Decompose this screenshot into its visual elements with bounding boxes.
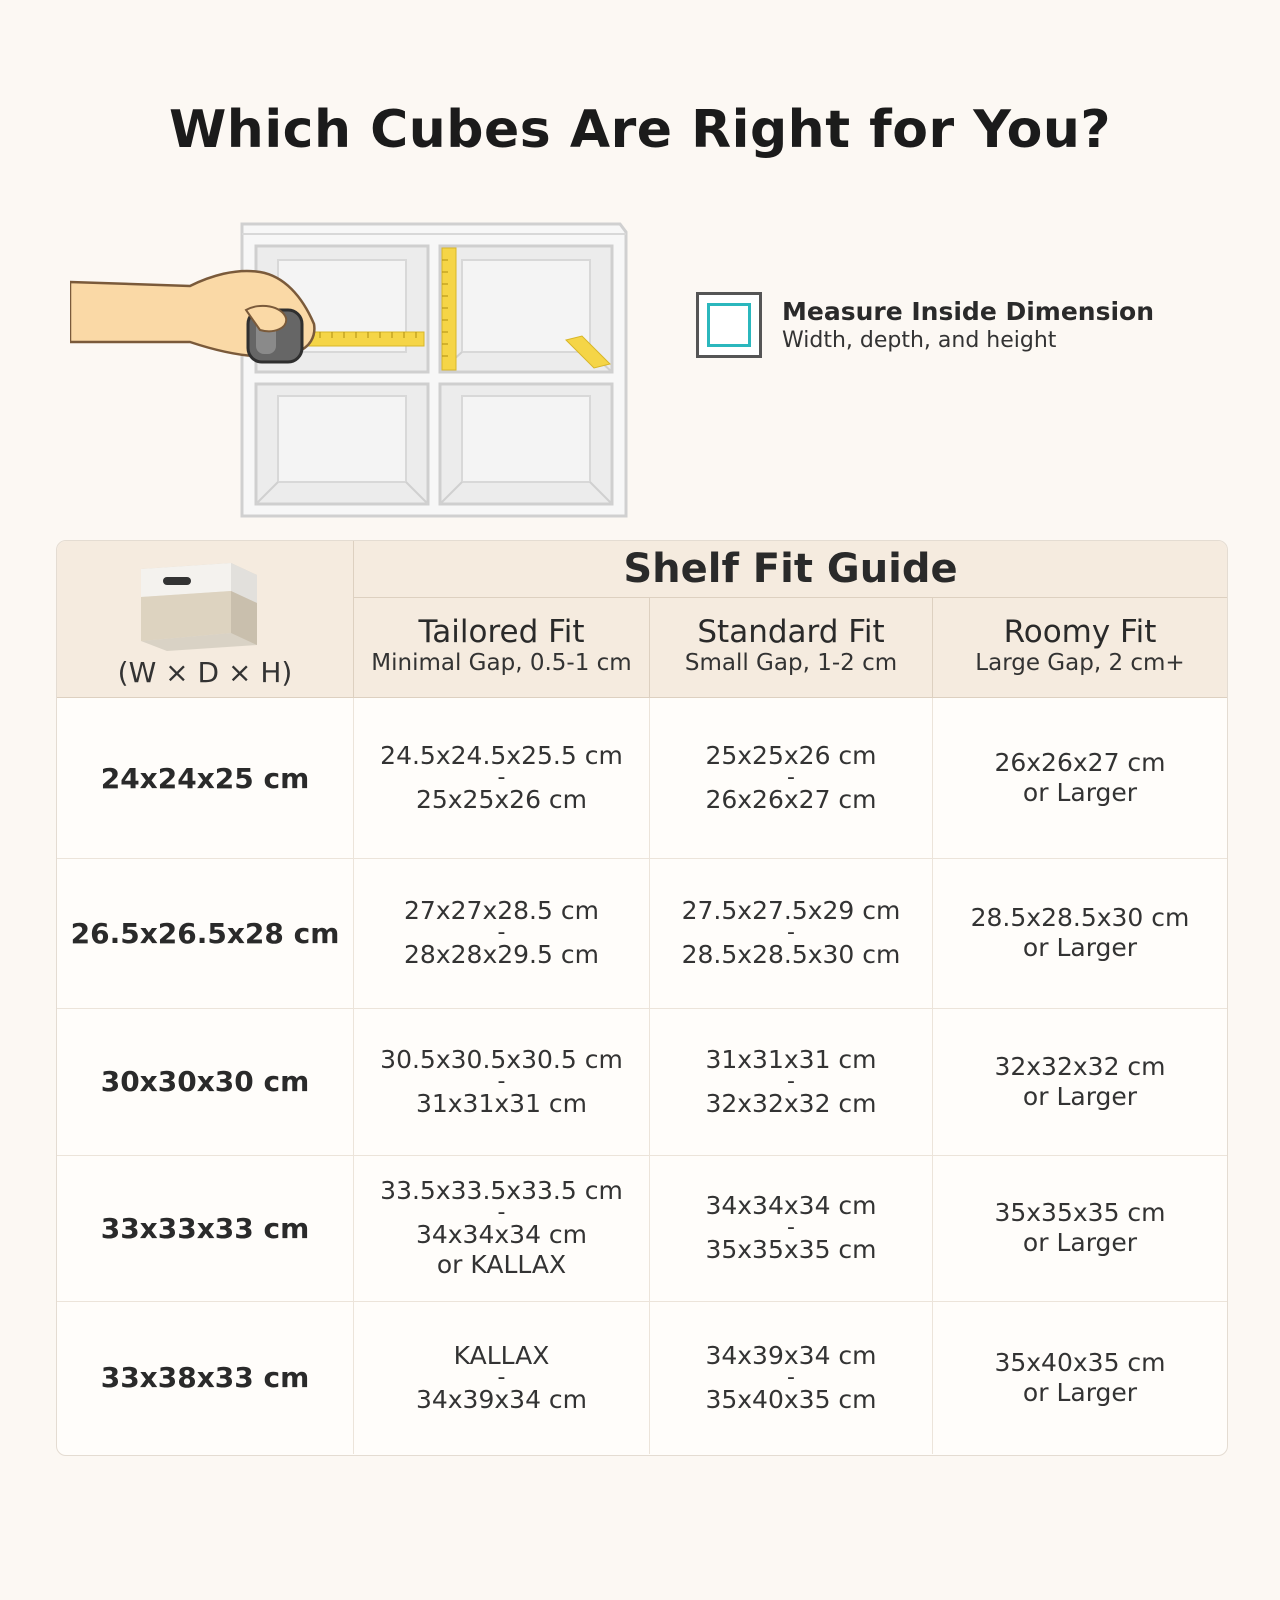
column-header-roomy (933, 598, 1227, 697)
fit-line: 25x25x26 cm (705, 741, 877, 770)
cube-size-cell: 30x30x30 cm (57, 1008, 354, 1155)
tailored-fit-cell (354, 1301, 650, 1454)
column-name: Tailored Fit (418, 614, 585, 650)
standard-fit-cell (650, 1301, 933, 1454)
fit-line: 35x40x35 cm (705, 1384, 877, 1414)
standard-fit-cell (650, 1008, 933, 1155)
tailored-fit-cell (354, 858, 650, 1008)
fit-line: or Larger (1022, 1081, 1138, 1111)
column-name: Standard Fit (697, 614, 885, 650)
fit-line: - (787, 765, 795, 790)
fit-line: 33.5x33.5x33.5 cm (380, 1176, 623, 1205)
cube-size-cell: 26.5x26.5x28 cm (57, 858, 354, 1008)
fit-line: 28.5x28.5x30 cm (681, 940, 901, 969)
fit-line: or Larger (1022, 1228, 1138, 1257)
column-header-tailored (354, 598, 650, 697)
table-row (57, 698, 1227, 859)
table-header (57, 541, 1227, 698)
square-frame-icon (696, 292, 762, 358)
cube-size-cell: 24x24x25 cm (57, 698, 354, 858)
fit-line: 34x34x34 cm (415, 1220, 588, 1249)
fit-line: 30.5x30.5x30.5 cm (380, 1044, 623, 1074)
fit-line: KALLAX (453, 1340, 550, 1370)
fit-line: or KALLAX (436, 1250, 567, 1279)
table-row (57, 858, 1227, 1009)
cube-size-cell: 33x33x33 cm (57, 1155, 354, 1301)
column-gap: Large Gap, 2 cm+ (975, 650, 1185, 676)
fit-line: 25x25x26 cm (415, 785, 588, 814)
measure-title: Measure Inside Dimension (782, 297, 1155, 326)
fit-line: - (787, 1068, 795, 1094)
fit-line: - (787, 920, 795, 945)
column-name: Roomy Fit (1003, 614, 1157, 650)
fit-line: 35x35x35 cm (994, 1198, 1166, 1227)
table-row (57, 1008, 1227, 1156)
fit-line: 26x26x27 cm (705, 785, 877, 814)
tailored-fit-cell (354, 1008, 650, 1155)
measure-subtitle: Width, depth, and height (782, 328, 1057, 353)
fit-line: 31x31x31 cm (705, 1044, 877, 1074)
roomy-fit-cell (933, 1155, 1227, 1301)
measure-note (696, 292, 1154, 358)
fit-line: 26x26x27 cm (994, 748, 1166, 777)
fit-line: 24.5x24.5x25.5 cm (380, 741, 623, 770)
fit-line: 35x35x35 cm (705, 1235, 877, 1264)
storage-cube-icon (131, 547, 281, 655)
fit-line: 27.5x27.5x29 cm (681, 896, 901, 925)
column-gap: Minimal Gap, 0.5-1 cm (371, 650, 632, 676)
fit-line: - (497, 1200, 506, 1225)
fit-line: - (787, 1215, 795, 1240)
fit-line: 34x39x34 cm (705, 1340, 877, 1370)
shelf-measuring-illustration (70, 210, 630, 522)
fit-line: or Larger (1022, 1377, 1138, 1407)
roomy-fit-cell (933, 858, 1227, 1008)
fit-line: - (497, 765, 506, 790)
shelf-fit-guide-table (56, 540, 1228, 1456)
roomy-fit-cell (933, 698, 1227, 858)
fit-line: - (497, 920, 506, 945)
standard-fit-cell (650, 858, 933, 1008)
column-gap: Small Gap, 1-2 cm (684, 650, 898, 676)
fit-line: 35x40x35 cm (994, 1347, 1166, 1377)
fit-line: - (787, 1364, 795, 1390)
table-row (57, 1301, 1227, 1454)
fit-line: 27x27x28.5 cm (404, 896, 599, 925)
guide-title: Shelf Fit Guide (354, 541, 1227, 598)
tailored-fit-cell (354, 698, 650, 858)
cube-size-cell: 33x38x33 cm (57, 1301, 354, 1454)
fit-line: 34x34x34 cm (705, 1191, 877, 1220)
fit-line: 32x32x32 cm (705, 1088, 877, 1118)
fit-line: 32x32x32 cm (994, 1051, 1166, 1081)
roomy-fit-cell (933, 1301, 1227, 1454)
dimensions-label: (W × D × H) (117, 656, 293, 689)
fit-line: 28x28x29.5 cm (404, 940, 599, 969)
page-title: Which Cubes Are Right for You? (168, 100, 1112, 160)
fit-line: - (497, 1364, 506, 1390)
standard-fit-cell (650, 698, 933, 858)
column-header-standard (650, 598, 933, 697)
fit-line: 34x39x34 cm (415, 1384, 588, 1414)
fit-line: - (497, 1068, 506, 1094)
cube-header-cell (57, 541, 354, 697)
table-row (57, 1155, 1227, 1302)
fit-line: 31x31x31 cm (415, 1088, 588, 1118)
fit-line: or Larger (1022, 933, 1138, 962)
standard-fit-cell (650, 1155, 933, 1301)
tailored-fit-cell (354, 1155, 650, 1301)
fit-line: or Larger (1022, 778, 1138, 807)
roomy-fit-cell (933, 1008, 1227, 1155)
fit-line: 28.5x28.5x30 cm (970, 903, 1190, 932)
